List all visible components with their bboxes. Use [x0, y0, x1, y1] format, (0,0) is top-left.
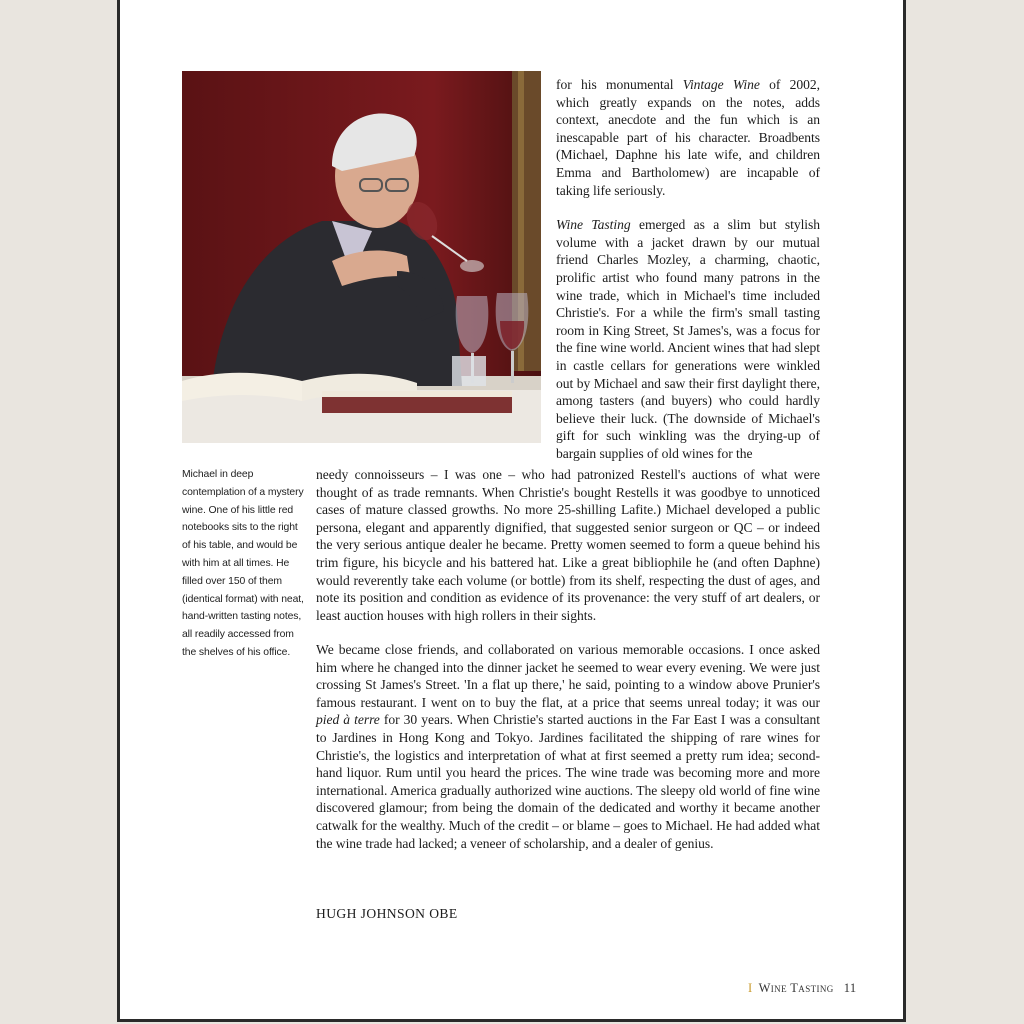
paragraph-2-title-wine-tasting: Wine Tasting: [556, 217, 631, 233]
photo-wine-tasting: [182, 71, 541, 443]
paragraph-3-pied-a-terre: pied à terre: [316, 712, 380, 728]
text-column-right: [556, 76, 820, 462]
paragraph-3: [316, 641, 820, 852]
paragraph-1-text-a: for his monumental: [556, 77, 683, 92]
paragraph-3-text-c: for 30 years. When Christie's started auctions in the Far East I was a consultant to Jardines in Hong Kong and Tokyo. Jardines facilitated the shipping of rare wines for Christie's, the logistics and interpretation of what at first seemed a pretty rum idea; second-hand liquor. Rum until you heard the prices. The wine trade was becoming more and more international. America gradually authorized wine auctions. The sleepy old world of fine wine discovered glamour; from being the domain of the dedicated and worthy it became another catwalk for the wealthy. Much of the credit – or blame – goes to Michael. He had added what the wine trade had lacked; a veneer of scholarship, and a dealer of genius.: [316, 712, 820, 851]
paragraph-2-text-b: emerged as a slim but stylish volume with a jacket drawn by our mutual friend Charles Mozley, a charming, chaotic, prolific artist who found many patrons in the wine trade, which in Michael's time included Christie's. For a while the firm's small tasting room in King Street, St James's, was a focus for the fine wine world. Ancient wines that had slept in castle cellars for generations were winkled out by Michael and saw their first daylight there, among tasters (and buyers) who could hardly believe their luck. (The downside of Michael's gift for such winkling was the drying-up of bargain supplies of old wines for the: [556, 217, 821, 461]
paragraph-2-continued: needy connoisseurs – I was one – who had patronized Restell's auctions of what were thought of as trade remnants. When Christie's bought Restells it was goodbye to unnoticed cases of mature classed growths. No more 25-shilling Lafite.) Michael developed a public persona, elegant and apparently dignified, that suggested senior surgeon or QC – or indeed the very serious antique dealer he became. Pretty women seemed to form a queue behind his trim figure, his bicycle and his battered hat. Like a great bibliophile he (and often Daphne) would reverently take each volume (or bottle) from its shelf, respecting the dust of ages, and note its position and condition as evidence of its provenance: the very stuff of art dealers, or least auction houses with high rollers in their sights.: [316, 467, 820, 623]
page-footer: [748, 981, 857, 996]
paragraph-2: [556, 216, 820, 462]
paragraph-3-text-a: We became close friends, and collaborated on various memorable occasions. I once asked him where he changed into the dinner jacket he seemed to wear every evening. We were just crossing St James's Street. 'In a flat up there,' he said, pointing to a window above Prunier's famous restaurant. I went on to buy the flat, at a price that seems unreal today; it was our: [316, 642, 820, 710]
page-number: 11: [843, 981, 857, 995]
photo-illustration: [182, 71, 541, 443]
paragraph-1: [556, 76, 820, 199]
paragraph-1-title-vintage-wine: Vintage Wine: [682, 77, 760, 92]
footer-book-title: Wine Tasting: [758, 981, 834, 995]
book-page: [117, 0, 906, 1022]
author-signature: HUGH JOHNSON OBE: [316, 906, 458, 921]
photo-caption: Michael in deep contemplation of a mystery wine. One of his little red notebooks sits to the right of his table, and would be with him at all times. He filled over 150 of them (identical format) with neat, hand-written tasting notes, all readily accessed from the shelves of his office.: [182, 469, 304, 658]
paragraph-1-text-c: of 2002, which greatly expands on the notes, adds context, anecdote and the fun which is an inescapable part of his character. Broadbents (Michael, Daphne his late wife, and children Emma and Bartholomew) are incapable of taking life seriously.: [556, 77, 820, 198]
footer-marker: I: [748, 981, 753, 995]
